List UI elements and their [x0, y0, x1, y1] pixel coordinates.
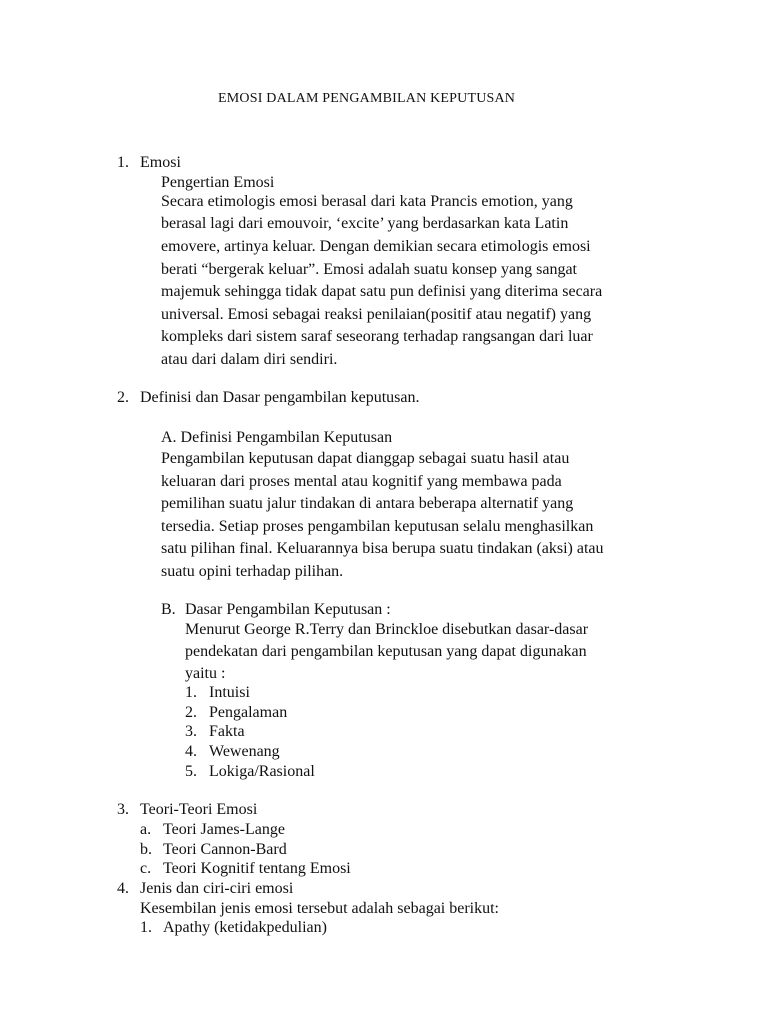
list-item: Teori Cannon-Bard	[163, 841, 287, 858]
subsection-b-line: Menurut George R.Terry dan Brinckloe disebutkan dasar-dasar	[185, 621, 589, 638]
subsection-b-line: yaitu :	[185, 665, 226, 682]
section-2-number: 2.	[117, 389, 129, 406]
list-item-letter: c.	[140, 860, 152, 877]
list-item: Teori James-Lange	[163, 821, 285, 838]
section-1-line: berati “bergerak keluar”. Emosi adalah suatu konsep yang sangat	[161, 261, 577, 278]
list-item-number: 3.	[185, 723, 197, 740]
list-item-letter: b.	[140, 841, 152, 858]
section-3-heading: Teori-Teori Emosi	[140, 801, 258, 818]
list-item-number: 2.	[185, 704, 197, 721]
section-1-line: Secara etimologis emosi berasal dari kata Prancis emotion, yang	[161, 193, 573, 210]
section-1-heading: Emosi	[140, 154, 181, 171]
list-item: Teori Kognitif tentang Emosi	[163, 860, 351, 877]
subsection-a-line: keluaran dari proses mental atau kognitif yang membawa pada	[161, 473, 562, 490]
list-item: Apathy (ketidakpedulian)	[163, 919, 327, 936]
section-1-number: 1.	[117, 154, 129, 171]
subsection-a-line: satu pilihan final. Keluarannya bisa berupa suatu tindakan (aksi) atau	[161, 540, 604, 557]
section-4-number: 4.	[117, 880, 129, 897]
subsection-b-number: B.	[161, 601, 176, 618]
subsection-b-line: pendekatan dari pengambilan keputusan yang dapat digunakan	[185, 643, 587, 660]
section-1-line: atau dari dalam diri sendiri.	[161, 351, 338, 368]
section-4-intro: Kesembilan jenis emosi tersebut adalah sebagai berikut:	[140, 900, 499, 917]
subsection-a-line: suatu opini terhadap pilihan.	[161, 563, 344, 580]
subsection-a-line: Pengambilan keputusan dapat dianggap sebagai suatu hasil atau	[161, 450, 570, 467]
section-1-line: berasal lagi dari emouvoir, ‘excite’ yang berdasarkan kata Latin	[161, 215, 569, 232]
section-1-line: emovere, artinya keluar. Dengan demikian secara etimologis emosi	[161, 238, 591, 255]
section-1-line: kompleks dari sistem saraf seseorang terhadap rangsangan dari luar	[161, 328, 593, 345]
list-item: Intuisi	[209, 684, 250, 701]
subsection-b-heading: Dasar Pengambilan Keputusan :	[185, 601, 391, 618]
list-item: Lokiga/Rasional	[209, 763, 315, 780]
section-2-heading: Definisi dan Dasar pengambilan keputusan.	[140, 389, 420, 406]
section-1-line: majemuk sehingga tidak dapat satu pun definisi yang diterima secara	[161, 283, 603, 300]
list-item: Fakta	[209, 723, 245, 740]
section-1-line: universal. Emosi sebagai reaksi penilaian(positif atau negatif) yang	[161, 306, 592, 323]
list-item-number: 5.	[185, 763, 197, 780]
subsection-a-line: tersedia. Setiap proses pengambilan keputusan selalu menghasilkan	[161, 518, 594, 535]
list-item-number: 4.	[185, 743, 197, 760]
list-item-number: 1.	[140, 919, 152, 936]
list-item-letter: a.	[140, 821, 152, 838]
list-item: Wewenang	[209, 743, 280, 760]
list-item: Pengalaman	[209, 704, 288, 721]
document-title: EMOSI DALAM PENGAMBILAN KEPUTUSAN	[218, 91, 516, 106]
section-1-subheading: Pengertian Emosi	[161, 174, 275, 191]
section-3-number: 3.	[117, 801, 129, 818]
subsection-a-heading: A. Definisi Pengambilan Keputusan	[161, 429, 393, 446]
list-item-number: 1.	[185, 684, 197, 701]
subsection-a-line: pemilihan suatu jalur tindakan di antara beberapa alternatif yang	[161, 495, 574, 512]
section-4-heading: Jenis dan ciri-ciri emosi	[140, 880, 294, 897]
